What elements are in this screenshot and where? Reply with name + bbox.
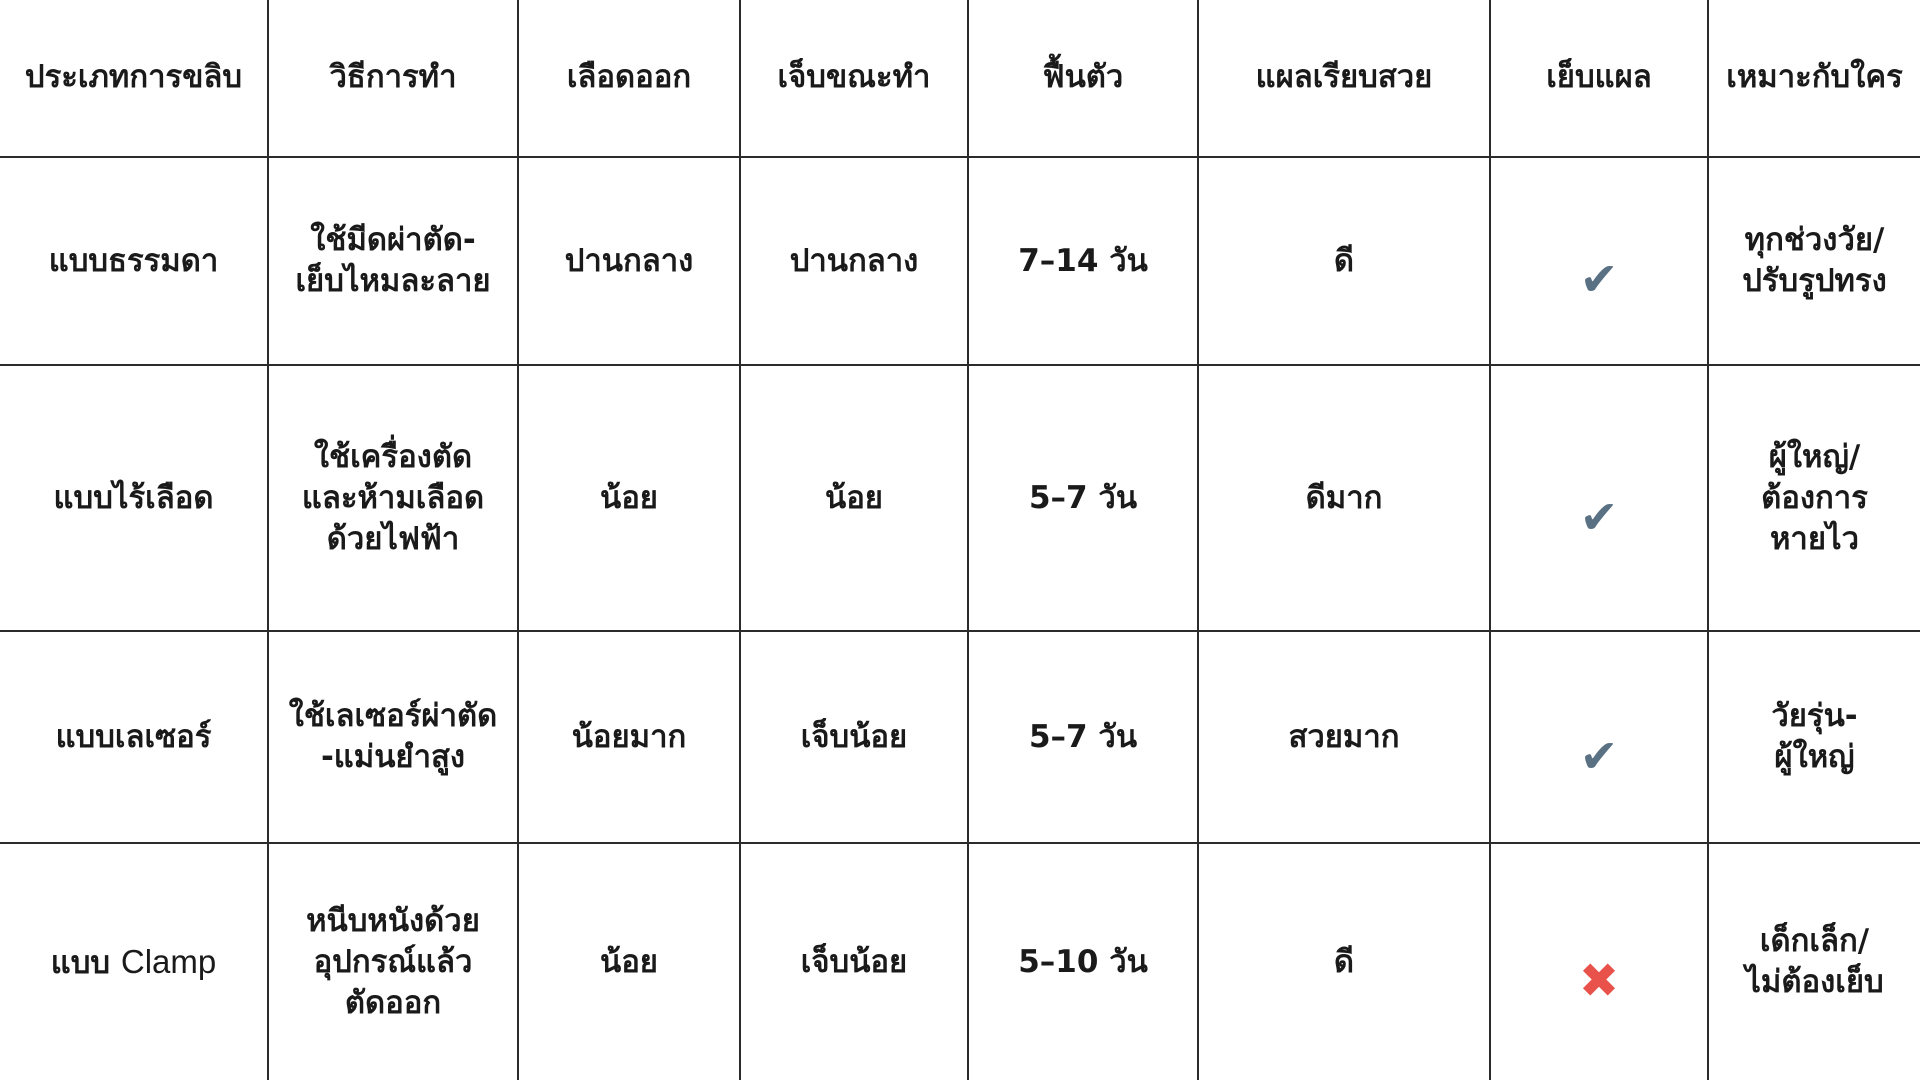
cell-pain: เจ็บน้อย bbox=[740, 843, 968, 1080]
cell-method: ใช้เครื่องตัด และห้ามเลือด ด้วยไฟฟ้า bbox=[268, 365, 518, 631]
cell-suitable: ผู้ใหญ่/ ต้องการ หายไว bbox=[1708, 365, 1920, 631]
header-smooth: แผลเรียบสวย bbox=[1198, 0, 1490, 157]
table-row bbox=[0, 631, 1920, 843]
cell-suitable: วัยรุ่น- ผู้ใหญ่ bbox=[1708, 631, 1920, 843]
cell-stitch bbox=[1490, 843, 1708, 1080]
cell-type bbox=[0, 843, 268, 1080]
cell-method: ใช้เลเซอร์ผ่าตัด -แม่นยำสูง bbox=[268, 631, 518, 843]
cell-bleeding: น้อยมาก bbox=[518, 631, 740, 843]
cell-type: แบบไร้เลือด bbox=[0, 365, 268, 631]
cell-smooth: ดี bbox=[1198, 157, 1490, 366]
cell-recovery: 7–14 วัน bbox=[968, 157, 1198, 366]
header-method: วิธีการทำ bbox=[268, 0, 518, 157]
cell-method: หนีบหนังด้วย อุปกรณ์แล้ว ตัดออก bbox=[268, 843, 518, 1080]
cell-recovery: 5–7 วัน bbox=[968, 365, 1198, 631]
cell-stitch bbox=[1490, 157, 1708, 366]
cell-stitch bbox=[1490, 631, 1708, 843]
cell-recovery: 5–7 วัน bbox=[968, 631, 1198, 843]
header-pain: เจ็บขณะทำ bbox=[740, 0, 968, 157]
header-stitch: เย็บแผล bbox=[1490, 0, 1708, 157]
check-icon: ✔ bbox=[1579, 728, 1619, 783]
table-row bbox=[0, 843, 1920, 1080]
header-bleeding: เลือดออก bbox=[518, 0, 740, 157]
cell-bleeding: น้อย bbox=[518, 843, 740, 1080]
cell-type: แบบเลเซอร์ bbox=[0, 631, 268, 843]
cell-smooth: ดี bbox=[1198, 843, 1490, 1080]
cell-pain: เจ็บน้อย bbox=[740, 631, 968, 843]
table-row bbox=[0, 365, 1920, 631]
cell-pain: ปานกลาง bbox=[740, 157, 968, 366]
table-row bbox=[0, 157, 1920, 366]
header-type: ประเภทการขลิบ bbox=[0, 0, 268, 157]
check-icon: ✔ bbox=[1579, 252, 1619, 307]
header-suitable: เหมาะกับใคร bbox=[1708, 0, 1920, 157]
cell-suitable: เด็กเล็ก/ ไม่ต้องเย็บ bbox=[1708, 843, 1920, 1080]
header-recovery: ฟื้นตัว bbox=[968, 0, 1198, 157]
cell-type-prefix: แบบ bbox=[50, 945, 111, 982]
cell-recovery: 5–10 วัน bbox=[968, 843, 1198, 1080]
cell-pain: น้อย bbox=[740, 365, 968, 631]
cell-method: ใช้มีดผ่าตัด- เย็บไหมละลาย bbox=[268, 157, 518, 366]
cell-bleeding: น้อย bbox=[518, 365, 740, 631]
cell-type-latin: Clamp bbox=[120, 943, 217, 981]
cell-smooth: สวยมาก bbox=[1198, 631, 1490, 843]
cross-icon: ✖ bbox=[1578, 953, 1620, 1010]
cell-suitable: ทุกช่วงวัย/ ปรับรูปทรง bbox=[1708, 157, 1920, 366]
cell-type: แบบธรรมดา bbox=[0, 157, 268, 366]
check-icon: ✔ bbox=[1579, 489, 1619, 544]
cell-smooth: ดีมาก bbox=[1198, 365, 1490, 631]
header-row bbox=[0, 0, 1920, 157]
cell-bleeding: ปานกลาง bbox=[518, 157, 740, 366]
cell-stitch bbox=[1490, 365, 1708, 631]
